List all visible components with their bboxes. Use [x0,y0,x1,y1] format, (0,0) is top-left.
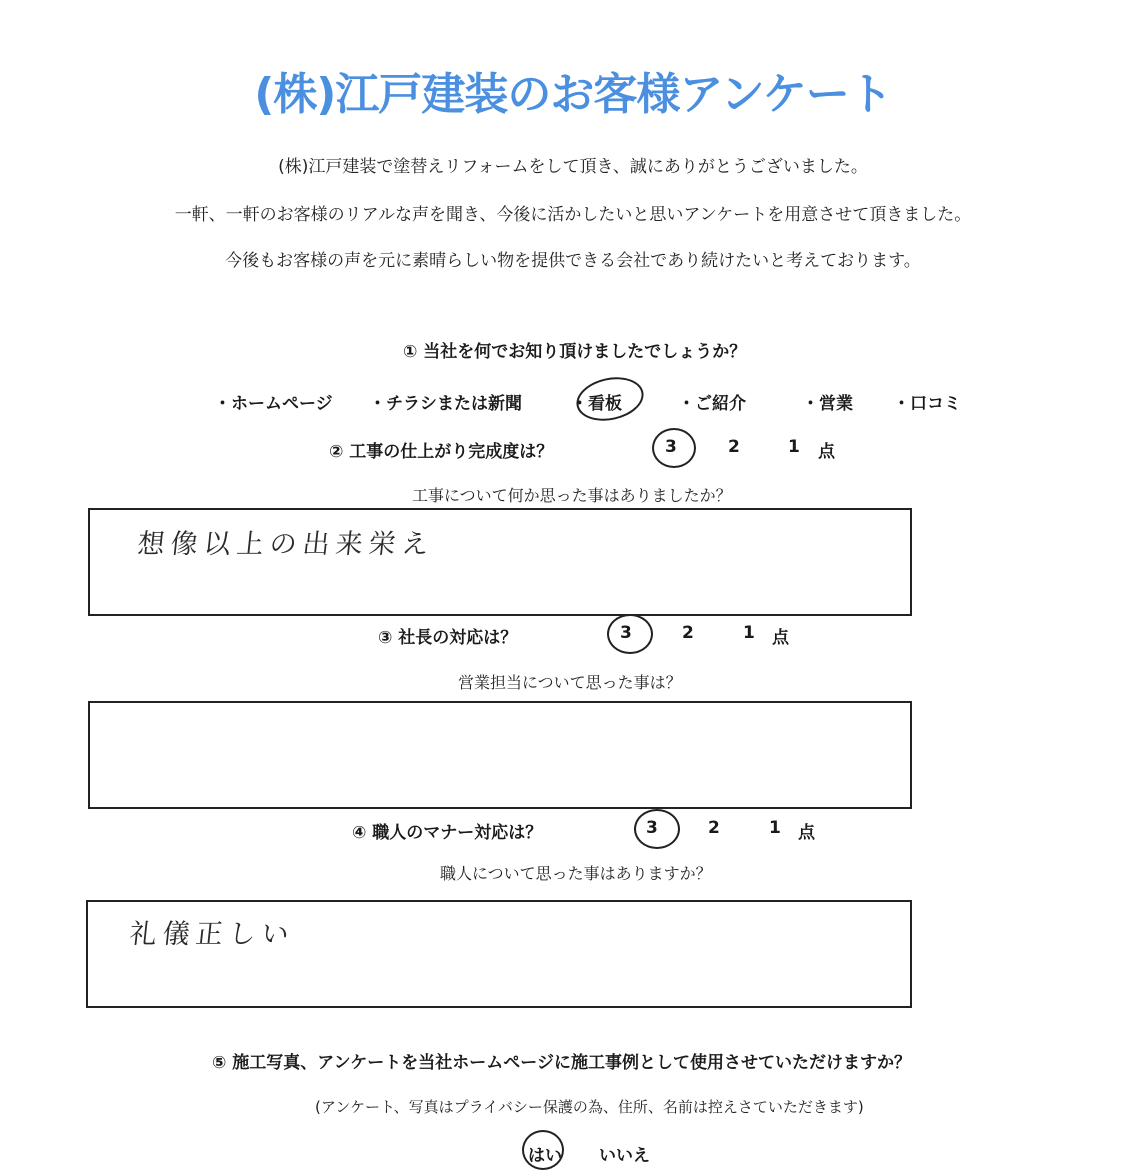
q1-option-sales[interactable]: ・営業 [802,394,853,414]
q1-selected-circle [572,371,647,426]
intro-line-2: 一軒、一軒のお客様のリアルな声を聞き、今後に活かしたいと思いアンケートを用意させて頂きました。 [174,205,972,225]
q5-privacy-note: (アンケート、写真はプライバシー保護の為、住所、名前は控えさていただきます) [315,1098,864,1116]
q4-comment-prompt: 職人について思った事はありますか？ [440,864,712,883]
q2-score-2[interactable]: 2 [728,437,740,457]
q3-comment-prompt: 営業担当について思った事は？ [458,673,682,692]
q1-question: ① 当社を何でお知り頂けましたでしょうか？ [403,342,747,362]
q5-selected-circle [522,1130,564,1170]
q5-question: ⑤ 施工写真、アンケートを当社ホームページに施工事例として使用させていただけますか？ [212,1053,911,1073]
q2-score-1[interactable]: 1 [788,437,800,457]
q3-comment-box[interactable] [88,701,912,809]
q2-comment-box[interactable] [88,508,912,616]
q4-score-2[interactable]: 2 [708,818,720,838]
q5-option-yes[interactable]: はい [528,1146,562,1166]
q2-score-unit: 点 [818,442,835,462]
q3-score-2[interactable]: 2 [682,623,694,643]
q2-comment-prompt: 工事について何か思った事はありましたか？ [412,486,732,505]
q2-handwritten-comment: 想像以上の出来栄え [136,529,437,560]
q1-option-homepage[interactable]: ・ホームページ [214,394,333,414]
q4-score-3[interactable]: 3 [646,818,658,838]
q4-question: ④ 職人のマナー対応は？ [352,823,543,843]
survey-title: (株)江戸建装のお客様アンケート [254,69,892,120]
q4-selected-circle [634,809,680,849]
q3-score-3[interactable]: 3 [620,623,632,643]
q4-score-1[interactable]: 1 [769,818,781,838]
q4-handwritten-comment: 礼儀正しい [128,919,297,950]
intro-line-1: (株)江戸建装で塗替えリフォームをして頂き、誠にありがとうございました。 [278,157,868,177]
q1-option-referral[interactable]: ・ご紹介 [678,394,746,414]
intro-line-3: 今後もお客様の声を元に素晴らしい物を提供できる会社であり続けたいと考えております。 [225,251,921,271]
q3-selected-circle [607,614,653,654]
q1-option-flyer[interactable]: ・チラシまたは新聞 [369,394,522,414]
q1-option-signboard[interactable]: ・看板 [571,394,622,414]
q2-selected-circle [652,428,696,468]
q3-score-1[interactable]: 1 [743,623,755,643]
q4-comment-box[interactable] [86,900,912,1008]
q3-score-unit: 点 [772,628,789,648]
q2-question: ② 工事の仕上がり完成度は？ [329,442,554,462]
q5-option-no[interactable]: いいえ [599,1146,650,1166]
q4-score-unit: 点 [798,823,815,843]
q1-option-word-of-mouth[interactable]: ・口コミ [893,394,961,414]
q3-question: ③ 社長の対応は？ [378,628,518,648]
q2-score-3[interactable]: 3 [665,437,677,457]
